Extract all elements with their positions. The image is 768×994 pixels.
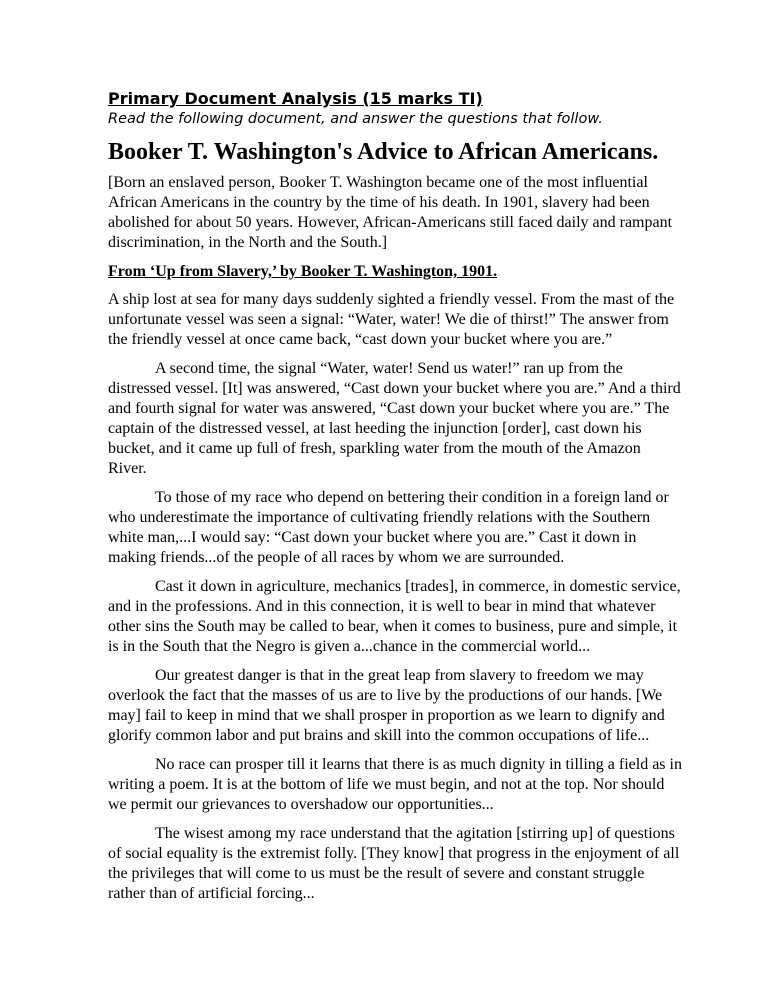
paragraph-5: Our greatest danger is that in the great leap from slavery to freedom we may overlook the fact that the masses of us are to live by the productions of our hands. [We may] fail to keep in mind that we shall prosper in proportion as we learn to dignify and glorify common labor and put brains and skill into the common occupations of life... <box>108 667 665 744</box>
source-citation: From ‘Up from Slavery,’ by Booker T. Washington, 1901. <box>108 263 498 280</box>
paragraph-7: The wisest among my race understand that the agitation [stirring up] of questions of social equality is the extremist folly. [They know] that progress in the enjoyment of all the privileges that will come to us must be the result of severe and constant struggle rather than of artificial forcing... <box>108 825 680 902</box>
paragraph-4: Cast it down in agriculture, mechanics [trades], in commerce, in domestic service, and in the professions. And in this connection, it is well to bear in mind that whatever other sins the South may be called to bear, when it comes to business, pure and simple, it is in the South that the Negro is given a...chance in the commercial world... <box>108 578 681 655</box>
assignment-instructions: Read the following document, and answer the questions that follow. <box>108 111 603 127</box>
document-page <box>108 88 683 913</box>
paragraph-6: No race can prosper till it learns that there is as much dignity in tilling a field as in writing a poem. It is at the bottom of life we must begin, and not at the top. Nor should we permit our grievances to overshadow our opportunities... <box>108 756 682 813</box>
document-title: Booker T. Washington's Advice to African Americans. <box>108 139 659 165</box>
paragraph-2: A second time, the signal “Water, water! Send us water!” ran up from the distressed vessel. [It] was answered, “Cast down your bucket where you are.” And a third and fourth signal for water was answered, “Cast down your bucket where you are.” The captain of the distressed vessel, at last heeding the injunction [order], cast down his bucket, and it came up full of fresh, sparkling water from the mouth of the Amazon River. <box>108 360 681 477</box>
assignment-heading: Primary Document Analysis (15 marks TI) <box>108 89 483 108</box>
paragraph-1: A ship lost at sea for many days suddenly sighted a friendly vessel. From the mast of the unfortunate vessel was seen a signal: “Water, water! We die of thirst!” The answer from the friendly vessel at once came back, “cast down your bucket where you are.” <box>108 291 675 348</box>
document-intro: [Born an enslaved person, Booker T. Washington became one of the most influential African Americans in the country by the time of his death. In 1901, slavery had been abolished for about 50 years. However, African-Americans still faced daily and rampant discrimination, in the North and the South.] <box>108 174 673 251</box>
paragraph-3: To those of my race who depend on bettering their condition in a foreign land or who underestimate the importance of cultivating friendly relations with the Southern white man,...I would say: “Cast down your bucket where you are.” Cast it down in making friends...of the people of all races by whom we are surrounded. <box>108 489 669 566</box>
